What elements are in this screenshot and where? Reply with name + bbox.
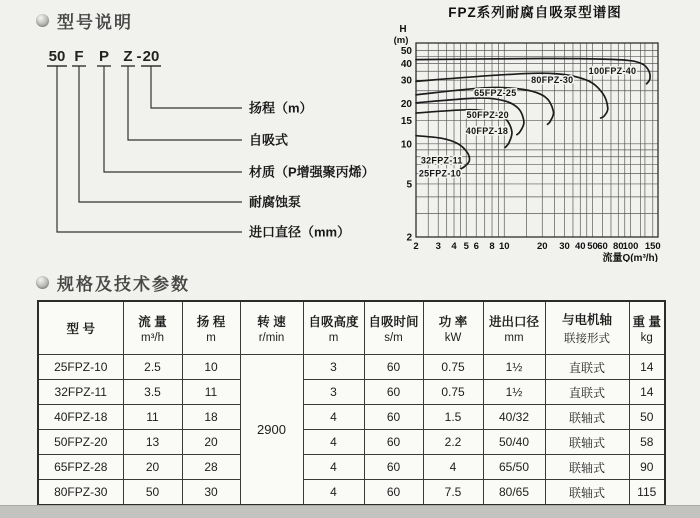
y-tick-label: 2 (406, 232, 412, 244)
table-cell-suction_time: 60 (364, 480, 423, 506)
x-tick-label: 4 (451, 241, 457, 252)
model-code-token: P (98, 48, 110, 65)
table-row (38, 455, 665, 480)
table-cell-speed-merged: 2900 (240, 355, 303, 506)
y-tick-label: 50 (400, 46, 412, 58)
model-designation-diagram (30, 36, 390, 246)
table-cell-head: 11 (182, 380, 240, 405)
table-cell-power: 0.75 (423, 380, 483, 405)
table-header-cell: 自吸时间 s/m (364, 301, 423, 355)
table-header-cell: 进出口径 mm (483, 301, 545, 355)
curve-label: 100FPZ-40 (588, 66, 637, 77)
x-tick-label: 60 (597, 241, 608, 252)
section-header-model (36, 8, 133, 33)
model-code-token: 20 (142, 48, 160, 65)
callout-label: 自吸式 (249, 132, 289, 148)
table-cell-model: 40FPZ-18 (38, 405, 123, 430)
table-header-cell: 与电机轴 联接形式 (545, 301, 629, 355)
table-row (38, 405, 665, 430)
table-cell-head: 10 (182, 355, 240, 380)
curve-label: 25FPZ-10 (418, 168, 462, 179)
spec-table (37, 300, 666, 506)
curve-label: 40FPZ-18 (465, 125, 509, 136)
x-tick-label: 100 (622, 241, 639, 252)
table-row (38, 480, 665, 506)
table-cell-coupling: 直联式 (545, 355, 629, 380)
pump-spectrum-chart (390, 4, 680, 266)
table-cell-flow: 2.5 (123, 355, 182, 380)
table-cell-head: 30 (182, 480, 240, 506)
table-header-cell: 型 号 (38, 301, 123, 355)
table-cell-suction_height: 4 (303, 480, 364, 506)
y-axis-title: H (399, 24, 407, 35)
table-cell-coupling: 直联式 (545, 380, 629, 405)
table-cell-flow: 50 (123, 480, 182, 506)
table-cell-suction_time: 60 (364, 455, 423, 480)
model-code-token: Z (123, 48, 133, 65)
chart-svg (390, 22, 680, 262)
x-tick-label: 2 (413, 241, 419, 252)
x-tick-label: 3 (435, 241, 441, 252)
table-cell-ports: 65/50 (483, 455, 545, 480)
x-tick-label: 20 (536, 241, 548, 252)
table-cell-weight: 115 (629, 480, 665, 506)
callout-line (57, 66, 242, 232)
callout-line (104, 66, 242, 172)
page-edge-strip (0, 505, 700, 518)
table-cell-head: 20 (182, 430, 240, 455)
x-tick-label: 40 (574, 241, 586, 252)
callout-label: 耐腐蚀泵 (249, 194, 302, 210)
x-tick-label: 80 (613, 241, 624, 252)
curve-label: 80FPZ-30 (531, 75, 574, 86)
table-cell-flow: 20 (123, 455, 182, 480)
model-legend-svg (30, 36, 390, 246)
x-tick-label: 10 (498, 241, 510, 252)
table-cell-coupling: 联轴式 (545, 405, 629, 430)
model-code-token: 50 (48, 48, 66, 65)
y-axis-title: (m) (393, 35, 409, 46)
callout-label: 进口直径（mm） (249, 224, 351, 240)
table-cell-coupling: 联轴式 (545, 430, 629, 455)
x-axis-title: 流量Q(m³/h) (602, 253, 658, 262)
table-cell-suction_height: 3 (303, 355, 364, 380)
sphere-bullet-icon (36, 14, 49, 27)
curve-label: 50FPZ-20 (466, 109, 509, 120)
table-cell-power: 0.75 (423, 355, 483, 380)
table-cell-suction_time: 60 (364, 430, 423, 455)
table-cell-coupling: 联轴式 (545, 480, 629, 506)
y-tick-label: 30 (400, 75, 412, 87)
sphere-bullet-icon (36, 276, 49, 289)
table-cell-model: 50FPZ-20 (38, 430, 123, 455)
table-cell-power: 2.2 (423, 430, 483, 455)
curve-label: 65FPZ-25 (474, 88, 517, 99)
table-header-cell: 重 量 kg (629, 301, 665, 355)
callout-label: 材质（P增强聚丙烯） (249, 164, 375, 180)
table-row (38, 430, 665, 455)
x-tick-label: 6 (473, 241, 479, 252)
table-header-cell: 转 速 r/min (240, 301, 303, 355)
y-tick-label: 5 (406, 179, 412, 191)
table-cell-ports: 50/40 (483, 430, 545, 455)
table-cell-suction_height: 4 (303, 405, 364, 430)
table-cell-suction_time: 60 (364, 355, 423, 380)
x-tick-label: 30 (559, 241, 570, 252)
table-cell-ports: 40/32 (483, 405, 545, 430)
table-cell-suction_time: 60 (364, 380, 423, 405)
table-cell-ports: 1½ (483, 380, 545, 405)
section-title-model: 型号说明 (57, 13, 133, 32)
spec-table-container (37, 300, 666, 506)
x-tick-label: 50 (587, 241, 598, 252)
table-cell-suction_height: 3 (303, 380, 364, 405)
callout-line (151, 66, 242, 108)
section-header-specs (36, 270, 190, 295)
model-code-token: F (74, 48, 84, 65)
callout-line (128, 66, 242, 140)
table-cell-model: 65FPZ-28 (38, 455, 123, 480)
y-tick-label: 20 (400, 99, 412, 111)
model-code-token: - (136, 48, 142, 65)
table-header-cell: 扬 程 m (182, 301, 240, 355)
x-tick-label: 150 (644, 241, 661, 252)
table-cell-ports: 80/65 (483, 480, 545, 506)
table-cell-weight: 58 (629, 430, 665, 455)
table-cell-ports: 1½ (483, 355, 545, 380)
table-cell-head: 28 (182, 455, 240, 480)
section-title-specs: 规格及技术参数 (57, 275, 190, 294)
table-cell-power: 4 (423, 455, 483, 480)
chart-title: FPZ系列耐腐自吸泵型谱图 (448, 5, 622, 20)
table-header-cell: 流 量 m³/h (123, 301, 182, 355)
table-cell-head: 18 (182, 405, 240, 430)
table-cell-power: 1.5 (423, 405, 483, 430)
table-cell-flow: 11 (123, 405, 182, 430)
table-row (38, 355, 665, 380)
table-cell-model: 25FPZ-10 (38, 355, 123, 380)
x-tick-label: 5 (463, 241, 469, 252)
table-header-cell: 功 率 kW (423, 301, 483, 355)
table-cell-weight: 14 (629, 355, 665, 380)
table-cell-coupling: 联轴式 (545, 455, 629, 480)
curve-label: 32FPZ-11 (420, 155, 463, 166)
table-cell-weight: 50 (629, 405, 665, 430)
table-cell-flow: 13 (123, 430, 182, 455)
table-header-cell: 自吸高度 m (303, 301, 364, 355)
table-cell-suction_height: 4 (303, 430, 364, 455)
table-cell-suction_time: 60 (364, 405, 423, 430)
y-tick-label: 40 (400, 59, 412, 71)
table-cell-suction_height: 4 (303, 455, 364, 480)
table-cell-flow: 3.5 (123, 380, 182, 405)
table-cell-weight: 14 (629, 380, 665, 405)
table-cell-power: 7.5 (423, 480, 483, 506)
table-cell-weight: 90 (629, 455, 665, 480)
table-cell-model: 32FPZ-11 (38, 380, 123, 405)
table-cell-model: 80FPZ-30 (38, 480, 123, 506)
x-tick-label: 8 (489, 241, 495, 252)
callout-label: 扬程（m） (249, 100, 313, 116)
y-tick-label: 10 (400, 139, 412, 151)
table-row (38, 380, 665, 405)
y-tick-label: 15 (400, 115, 412, 127)
